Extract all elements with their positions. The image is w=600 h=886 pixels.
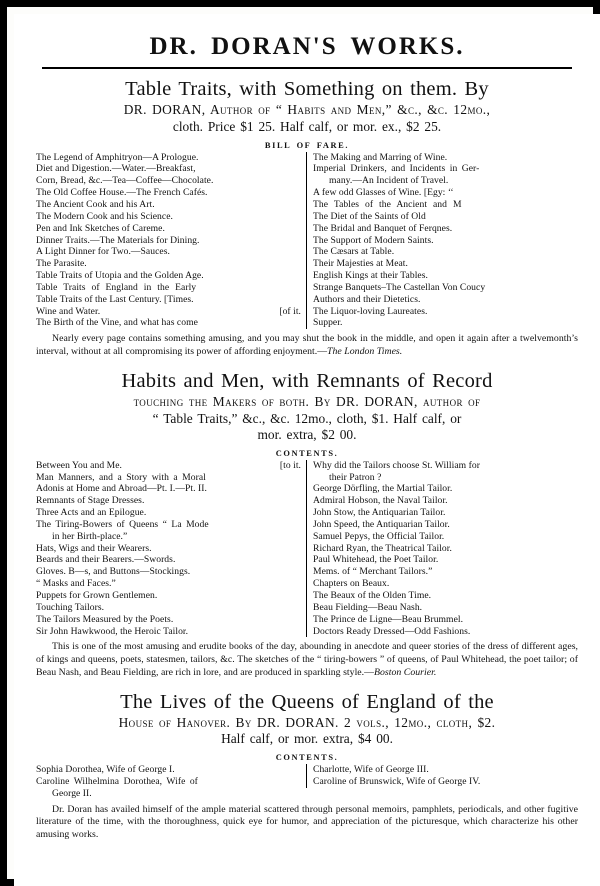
list-item: Sophia Dorothea, Wife of George I. [36, 763, 175, 775]
list-item: The Birth of the Vine, and what has come [36, 317, 198, 329]
list-item: Table Traits of the Last Century. [Times. [36, 293, 194, 305]
list-item: The Diet of the Saints of Old [313, 210, 426, 222]
list-item: Paul Whitehead, the Poet Tailor. [313, 554, 439, 566]
list-item-continuation: in her Birth-place.” [52, 530, 128, 542]
review-source: Boston Courier. [373, 666, 437, 678]
list-item: A few odd Glasses of Wine. [Egy: ‘‘ [313, 187, 454, 199]
list-item: Supper. [313, 317, 343, 329]
list-item: The Cæsars at Table. [313, 246, 395, 258]
masthead-divider [42, 67, 572, 69]
list-item: The Old Coffee House.—The French Cafés. [36, 187, 208, 199]
list-item [36, 788, 301, 800]
list-item: John Speed, the Antiquarian Tailor. [313, 518, 450, 530]
list-item: The Bridal and Banquet of Ferqnes. [313, 222, 453, 234]
section-spacer [36, 361, 578, 370]
list-item: Table Traits of Utopia and the Golden Age. [36, 270, 204, 282]
list-item-catchword: [to it. [279, 459, 301, 471]
list-item: Corn, Bread, &c.—Tea—Coffee—Chocolate. [36, 175, 214, 187]
list-item: Gloves. B—s, and Buttons—Stockings. [36, 566, 191, 578]
list-item: The Modern Cook and his Science. [36, 210, 173, 222]
list-item: Mems. of “ Merchant Tailors.” [313, 566, 433, 578]
list-item: The Support of Modern Saints. [313, 234, 434, 246]
list-item: Imperial Drinkers, and Incidents in Ger- [313, 163, 480, 175]
list-item-label: Between You and Me. [36, 459, 122, 471]
page-title: DR. DORAN'S WORKS. [149, 33, 465, 60]
list-item: Charlotte, Wife of George III. [313, 763, 429, 775]
list-item: Three Acts and an Epilogue. [36, 507, 147, 519]
review-dash: — [364, 666, 374, 678]
review-quote [36, 641, 578, 679]
work-subtitle-line-3: mor. extra, $2 00. [257, 427, 357, 443]
contents-column-right [306, 764, 578, 788]
contents-column-right [306, 460, 578, 638]
list-item: Pen and Ink Sketches of Careme. [36, 222, 165, 234]
list-item: Dinner Traits.—The Materials for Dining. [36, 234, 200, 246]
contents-label: CONTENTS. [275, 448, 339, 458]
work-subtitle-line-1: DR. DORAN, Author of “ Habits and Men,” &c., &c. 12mo., [123, 102, 491, 118]
list-item: Man Manners, and a Story with a Moral [36, 471, 206, 483]
work-subtitle-line-1: touching the Makers of both. By DR. DORAN, author of [133, 393, 481, 409]
contents-columns [36, 764, 578, 800]
list-item [36, 306, 301, 318]
work-subtitle-line-2: “ Table Traits,” &c., &c. 12mo., cloth, $1. Half calf, or [152, 410, 462, 426]
work-title: The Lives of the Queens of England of the [120, 690, 494, 713]
work-subtitle [36, 394, 578, 444]
review-source: The London Times. [327, 346, 403, 358]
list-item: Doctors Ready Dressed—Odd Fashions. [313, 625, 471, 637]
list-item [36, 531, 301, 543]
work-entry-queens-of-england [36, 691, 578, 842]
list-item: Admiral Hobson, the Naval Tailor. [313, 495, 448, 507]
review-quote [36, 804, 578, 842]
list-item: The Ancient Cook and his Art. [36, 199, 155, 210]
list-item [313, 472, 578, 484]
list-item: The Beaux of the Olden Time. [313, 590, 432, 602]
list-item: A Light Dinner for Two.—Sauces. [36, 246, 170, 258]
list-item: The Prince de Ligne—Beau Brummel. [313, 613, 464, 625]
work-title: Table Traits, with Something on them. By [125, 78, 489, 101]
work-subtitle-line-2: Half calf, or mor. extra, $4 00. [221, 731, 393, 747]
work-subtitle-line-1: House of Hanover. By DR. DORAN. 2 vols., 12mo., cloth, $2. [118, 714, 496, 730]
contents-label: BILL OF FARE. [264, 140, 350, 150]
list-item: Strange Banquets–The Castellan Von Coucy [313, 281, 486, 293]
review-dash: — [317, 346, 328, 358]
review-text: Dr. Doran has availed himself of the ample material scattered through personal memoirs, pamphlets, periodicals, and other fugitive literature of the time, with the thoroughness, quick eye for humor, and appreciation of the picturesque, which characterize his other amusing works. [36, 803, 578, 840]
list-item: Hats, Wigs and their Wearers. [36, 542, 152, 554]
list-item: George Dörfling, the Martial Tailor. [313, 483, 453, 495]
contents-columns [36, 152, 578, 330]
list-item: “ Masks and Faces.” [36, 578, 116, 590]
page-content [14, 14, 600, 886]
list-item: Richard Ryan, the Theatrical Tailor. [313, 542, 452, 554]
list-item-continuation: George II. [52, 787, 92, 799]
review-quote [36, 333, 578, 358]
list-item: The Parasite. [36, 258, 87, 270]
contents-label: CONTENTS. [275, 752, 339, 762]
list-item: Caroline Wilhelmina Dorothea, Wife of [36, 775, 198, 787]
list-item: Why did the Tailors choose St. William for [313, 459, 480, 471]
list-item: Chapters on Beaux. [313, 578, 390, 590]
list-item: Touching Tailors. [36, 601, 105, 613]
work-subtitle [36, 102, 578, 135]
section-spacer [36, 682, 578, 691]
work-title: Habits and Men, with Remnants of Record [121, 369, 493, 392]
list-item: Samuel Pepys, the Official Tailor. [313, 530, 445, 542]
list-item-continuation: many.—An Incident of Travel. [329, 175, 449, 187]
list-item: The Legend of Amphitryon—A Prologue. [36, 151, 199, 163]
work-entry-table-traits [36, 78, 578, 359]
list-item: Authors and their Dietetics. [313, 293, 421, 305]
list-item-continuation: their Patron ? [329, 471, 382, 483]
list-item: Sir John Hawkwood, the Heroic Tailor. [36, 625, 189, 637]
contents-columns [36, 460, 578, 638]
list-item: Remnants of Stage Dresses. [36, 495, 145, 507]
list-item: The Tables of the Ancient and M [313, 199, 462, 210]
work-subtitle [36, 715, 578, 748]
list-item [313, 175, 578, 187]
list-item: Puppets for Grown Gentlemen. [36, 590, 158, 602]
list-item: Caroline of Brunswick, Wife of George IV. [313, 775, 481, 787]
work-subtitle-line-2: cloth. Price $1 25. Half calf, or mor. ex., $2 25. [172, 119, 442, 135]
review-text: Nearly every page contains something amusing, and you may shut the book in the middle, and open it again after a twelvemonth’s interval, without at all compromising its power of affording enjoyment. [36, 333, 578, 358]
review-text: This is one of the most amusing and erudite books of the day, abounding in anecdote and queer stories of the dress of different ages, of kings and queens, poets, statesmen, tailors, &c. The sketches of the “ tiring-bowers ” of queens, of Paul Whitehead, the poet tailor; of Beau Nash, and Beau Fielding, are rich in lore, and are produced in sparkling style. [36, 641, 578, 678]
list-item: Table Traits of England in the Early [36, 281, 197, 293]
work-entry-habits-and-men [36, 370, 578, 680]
list-item: Their Majesties at Meat. [313, 258, 408, 270]
contents-column-right [306, 152, 578, 330]
list-item: Diet and Digestion.—Water.—Breakfast, [36, 163, 196, 175]
list-item: Beau Fielding—Beau Nash. [313, 601, 423, 613]
list-item [36, 460, 301, 472]
list-item-label: Wine and Water. [36, 305, 101, 317]
list-item: Beards and their Bearers.—Swords. [36, 554, 176, 566]
contents-column-left [36, 460, 306, 638]
list-item: The Making and Marring of Wine. [313, 151, 448, 163]
list-item: The Tailors Measured by the Poets. [36, 613, 174, 625]
contents-column-left [36, 152, 306, 330]
list-item: Adonis at Home and Abroad—Pt. I.—Pt. II. [36, 483, 207, 495]
list-item: The Tiring-Bowers of Queens “ La Mode [36, 518, 209, 530]
contents-column-left [36, 764, 306, 800]
list-item-catchword: [of it. [279, 305, 301, 317]
list-item: English Kings at their Tables. [313, 270, 428, 282]
list-item: John Stow, the Antiquarian Tailor. [313, 507, 446, 519]
list-item: The Liquor-loving Laureates. [313, 305, 428, 317]
